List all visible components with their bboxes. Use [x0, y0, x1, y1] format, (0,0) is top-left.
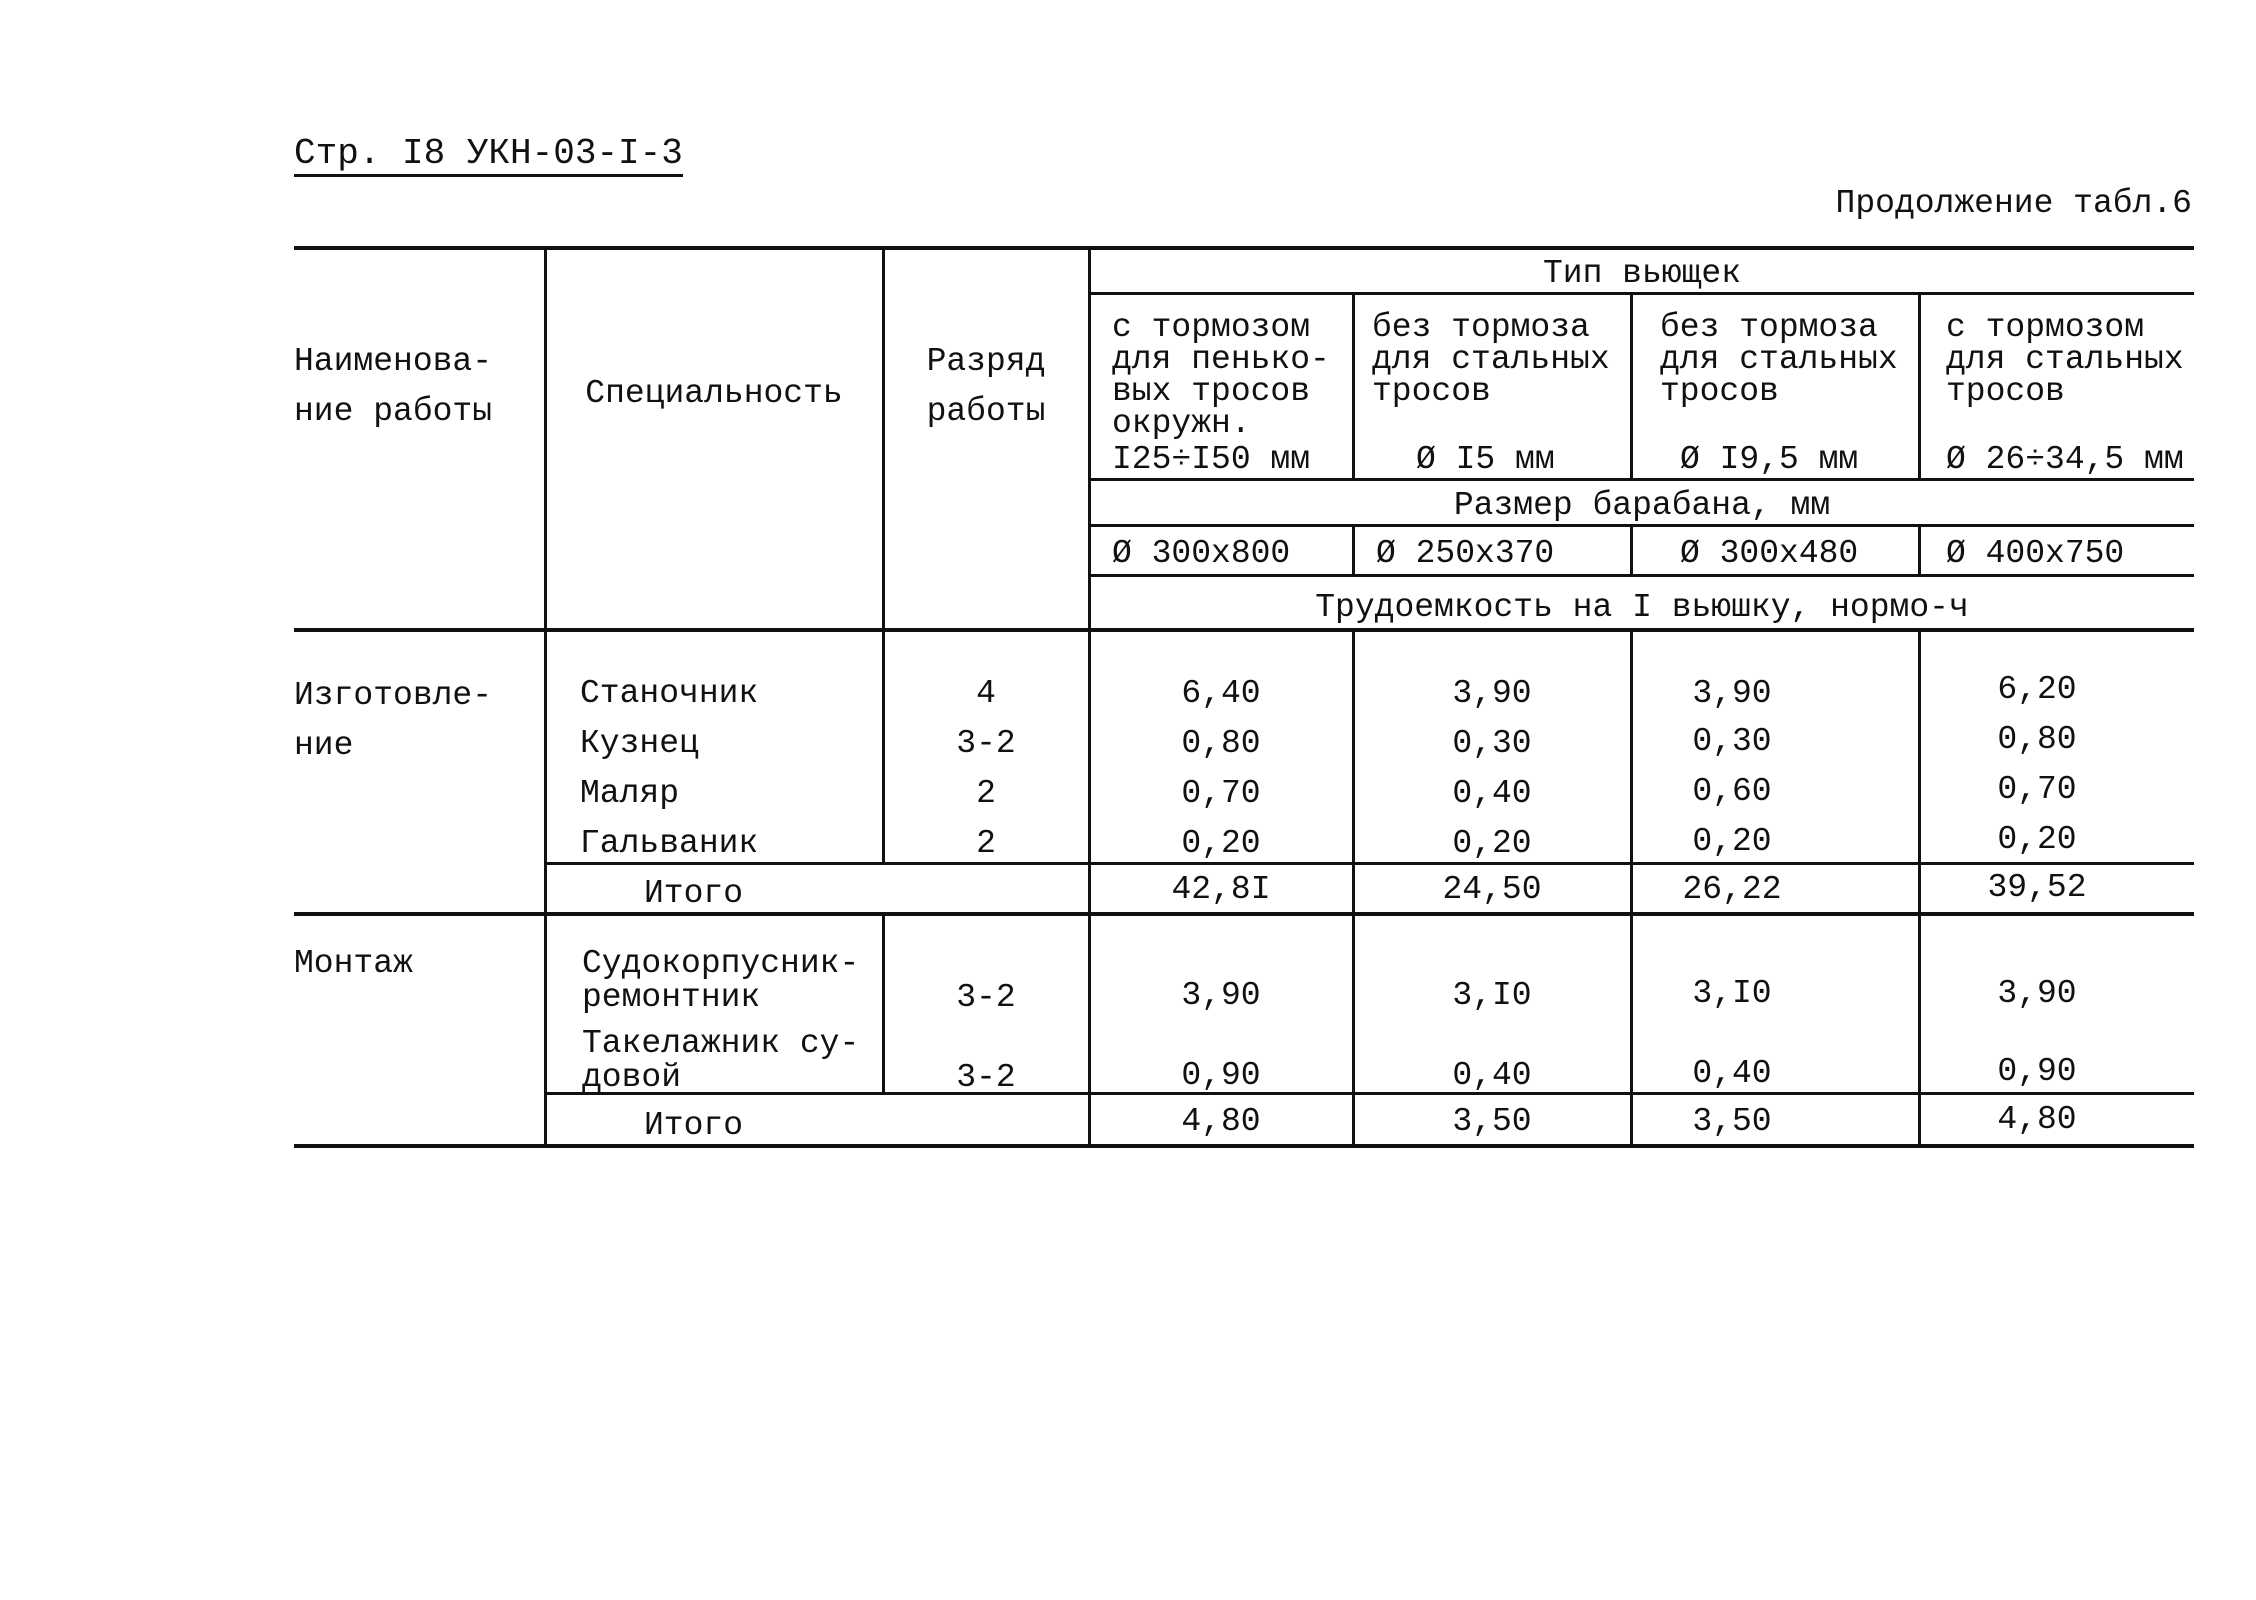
winch-4-line-2: для стальных [1946, 341, 2184, 378]
row-value-col-4: 0,90 [1997, 1053, 2077, 1090]
row-value-col-1: 0,90 [1181, 1057, 1261, 1094]
page-title: Стр. I8 УКН-03-I-3 [294, 136, 683, 177]
winch-2-drum: Ø 250x370 [1376, 535, 1555, 572]
total-col-1: 4,80 [1181, 1103, 1261, 1140]
row-grade: 2 [976, 775, 996, 812]
winch-1-line-4: окружн. [1112, 405, 1251, 442]
row-value-col-3: 3,I0 [1692, 975, 1772, 1012]
row-value-col-4: 6,20 [1997, 671, 2077, 708]
winch-2-line-1: без тормоза [1372, 309, 1590, 346]
row-value-col-1: 6,40 [1181, 675, 1261, 712]
winch-3-dim: Ø I9,5 мм [1680, 441, 1859, 478]
row-value-col-2: 0,40 [1452, 775, 1532, 812]
table-bottom-rule [294, 1144, 2194, 1148]
winch-3-line-3: тросов [1660, 373, 1779, 410]
winch-3-line-1: без тормоза [1660, 309, 1878, 346]
winch-4-drum: Ø 400x750 [1946, 535, 2125, 572]
row-value-col-3: 0,30 [1692, 723, 1772, 760]
winch-2-line-3: тросов [1372, 373, 1491, 410]
row-value-col-3: 0,20 [1692, 823, 1772, 860]
winch-2-line-2: для стальных [1372, 341, 1610, 378]
header-grade-1: Разряд [926, 343, 1046, 380]
row-value-col-4: 3,90 [1997, 975, 2077, 1012]
row-value-col-1: 0,70 [1181, 775, 1261, 812]
total-col-3: 26,22 [1682, 871, 1782, 908]
winch-desc-rule [1088, 478, 2194, 481]
total-col-2: 3,50 [1452, 1103, 1532, 1140]
section-1-name-line-2: ние [294, 727, 354, 764]
col-rule-2a [1352, 292, 1355, 478]
col-rule-2b [1352, 524, 1355, 574]
section-2-name-line-1: Монтаж [294, 945, 413, 982]
total-label: Итого [644, 875, 744, 912]
winch-1-line-1: с тормозом [1112, 309, 1311, 346]
header-work-name-1: Наименова- [294, 343, 493, 380]
col-rule-4a [1918, 292, 1921, 478]
header-winch-type: Тип вьющек [1542, 255, 1742, 292]
row-specialty: Кузнец [580, 725, 699, 762]
winch-1-dim: I25÷I50 мм [1112, 441, 1311, 478]
total-col-2: 24,50 [1442, 871, 1542, 908]
header-grade-2: работы [926, 393, 1046, 430]
row-specialty-line-2: довой [582, 1059, 682, 1096]
row-value-col-2: 0,20 [1452, 825, 1532, 862]
table-top-rule [294, 246, 2194, 250]
row-value-col-2: 0,30 [1452, 725, 1532, 762]
row-specialty-line-1: Такелажник су- [582, 1025, 860, 1062]
col-rule-3a [1630, 292, 1633, 478]
total-label: Итого [644, 1107, 744, 1144]
row-grade: 2 [976, 825, 996, 862]
row-grade: 4 [976, 675, 996, 712]
header-work-name-2: ние работы [294, 393, 493, 430]
row-specialty: Гальваник [580, 825, 759, 862]
row-value-col-2: 0,40 [1452, 1057, 1532, 1094]
row-value-col-1: 3,90 [1181, 977, 1261, 1014]
winch-type-rule [1088, 292, 2194, 295]
drum-sizes-rule [1088, 574, 2194, 577]
winch-4-dim: Ø 26÷34,5 мм [1946, 441, 2184, 478]
winch-1-drum: Ø 300x800 [1112, 535, 1291, 572]
winch-2-dim: Ø I5 мм [1416, 441, 1555, 478]
row-value-col-3: 0,60 [1692, 773, 1772, 810]
winch-1-line-2: для пенько- [1112, 341, 1330, 378]
row-specialty: Маляр [580, 775, 680, 812]
col-rule-4b [1918, 524, 1921, 574]
row-grade: 3-2 [956, 979, 1016, 1016]
header-bottom-rule [294, 628, 2194, 632]
col-rule-grade-1 [882, 246, 885, 862]
header-labor: Трудоемкость на I вьюшку, нормо-ч [1315, 589, 1969, 626]
row-grade: 3-2 [956, 725, 1016, 762]
table-continuation-note: Продолжение табл.6 [1835, 185, 2192, 222]
row-value-col-1: 0,80 [1181, 725, 1261, 762]
total-col-1: 42,8I [1171, 871, 1271, 908]
drum-header-rule [1088, 524, 2194, 527]
total-col-4: 4,80 [1997, 1101, 2077, 1138]
header-drum-size: Размер барабана, мм [1453, 487, 1831, 524]
winch-3-line-2: для стальных [1660, 341, 1898, 378]
total-col-4: 39,52 [1987, 869, 2087, 906]
row-value-col-4: 0,20 [1997, 821, 2077, 858]
row-specialty-line-1: Судокорпусник- [582, 945, 860, 982]
row-value-col-2: 3,90 [1452, 675, 1532, 712]
section1-total-top-rule [546, 862, 2194, 865]
row-grade: 3-2 [956, 1059, 1016, 1096]
winch-3-drum: Ø 300x480 [1680, 535, 1859, 572]
winch-4-line-3: тросов [1946, 373, 2065, 410]
row-value-col-4: 0,70 [1997, 771, 2077, 808]
row-specialty-line-2: ремонтник [582, 979, 761, 1016]
winch-1-line-3: вых тросов [1112, 373, 1311, 410]
row-value-col-3: 0,40 [1692, 1055, 1772, 1092]
total-col-3: 3,50 [1692, 1103, 1772, 1140]
section-divider-rule [294, 912, 2194, 916]
section-1-name-line-1: Изготовле- [294, 677, 493, 714]
winch-4-line-1: с тормозом [1946, 309, 2145, 346]
row-value-col-4: 0,80 [1997, 721, 2077, 758]
col-rule-3b [1630, 524, 1633, 574]
row-value-col-3: 3,90 [1692, 675, 1772, 712]
row-value-col-1: 0,20 [1181, 825, 1261, 862]
header-specialty: Специальность [585, 375, 843, 412]
row-value-col-2: 3,I0 [1452, 977, 1532, 1014]
row-specialty: Станочник [580, 675, 759, 712]
